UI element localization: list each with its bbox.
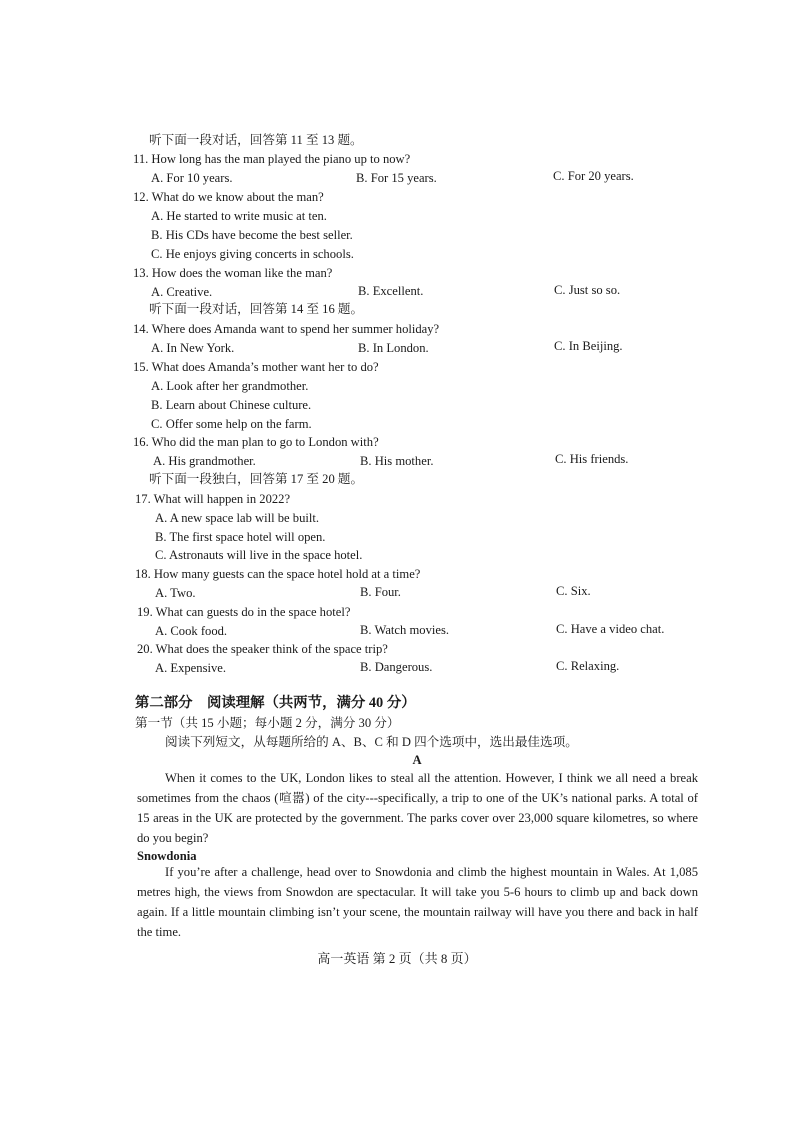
question: 20. What does the speaker think of the space trip? — [137, 642, 388, 656]
option-b: B. For 15 years. — [356, 171, 437, 185]
passage-label: A — [412, 753, 422, 767]
option-c: C. Have a video chat. — [556, 622, 665, 636]
option-c: C. His friends. — [555, 452, 629, 466]
question: 12. What do we know about the man? — [133, 190, 324, 204]
question: 11. How long has the man played the piano up to now? — [133, 152, 411, 166]
option-b: B. His mother. — [360, 454, 434, 468]
instructions: 阅读下列短文，从每题所给的 A、B、C 和 D 四个选项中，选出最佳选项。 — [165, 735, 578, 749]
option-a: A. For 10 years. — [151, 171, 233, 185]
question: 16. Who did the man plan to go to London with? — [133, 435, 379, 449]
option-c: C. In Beijing. — [554, 339, 623, 353]
page-footer: 高一英语 第 2 页（共 8 页） — [317, 951, 477, 966]
option-b: B. The first space hotel will open. — [155, 530, 326, 544]
option-a: A. Expensive. — [155, 661, 226, 675]
question: 13. How does the woman like the man? — [133, 266, 333, 280]
passage-subheading: Snowdonia — [137, 849, 197, 863]
option-a: A. Two. — [155, 586, 196, 600]
option-a: A. In New York. — [151, 341, 235, 355]
question: 18. How many guests can the space hotel hold at a time? — [135, 567, 421, 581]
option-a: A. A new space lab will be built. — [155, 511, 320, 525]
group-intro: 听下面一段对话，回答第 14 至 16 题。 — [149, 302, 364, 316]
option-a: A. Creative. — [151, 285, 213, 299]
question: 14. Where does Amanda want to spend her summer holiday? — [133, 322, 440, 336]
option-c: C. He enjoys giving concerts in schools. — [151, 247, 354, 261]
option-a: A. He started to write music at ten. — [151, 209, 327, 223]
option-b: B. Learn about Chinese culture. — [151, 398, 312, 412]
question: 17. What will happen in 2022? — [135, 492, 291, 506]
option-b: B. Dangerous. — [360, 660, 433, 674]
paragraph-text: If you’re after a challenge, head over to Snowdonia and climb the highest mountain in Wales. At 1,085 metres high, the views from Snowdon are spectacular. It will take you 5-6 hours to climb up and back down again. If a little mountain climbing isn’t your scene, the mountain railway will have you there and back in half the time. — [137, 865, 698, 939]
option-c: C. For 20 years. — [553, 169, 634, 183]
option-a: A. His grandmother. — [153, 454, 256, 468]
option-c: C. Just so so. — [554, 283, 621, 297]
option-a: A. Cook food. — [155, 624, 228, 638]
paragraph-text: When it comes to the UK, London likes to steal all the attention. However, I think we all need a break sometimes from the chaos (喧嚣) of the city---specifically, a trip to one of the UK’s national parks. A total of 15 areas in the UK are protected by the government. The parks cover over 23,000 square kilometres, so where do you begin? — [137, 771, 698, 845]
option-c: C. Relaxing. — [556, 659, 620, 673]
option-c: C. Offer some help on the farm. — [151, 417, 312, 431]
question: 15. What does Amanda’s mother want her to do? — [133, 360, 379, 374]
passage-paragraph — [137, 862, 698, 942]
option-b: B. Watch movies. — [360, 623, 449, 637]
group-intro: 听下面一段对话，回答第 11 至 13 题。 — [149, 133, 363, 147]
group-intro: 听下面一段独白，回答第 17 至 20 题。 — [149, 472, 364, 486]
question: 19. What can guests do in the space hotel? — [137, 605, 351, 619]
option-b: B. In London. — [358, 341, 429, 355]
option-c: C. Six. — [556, 584, 591, 598]
passage-paragraph — [137, 768, 698, 848]
option-b: B. His CDs have become the best seller. — [151, 228, 353, 242]
section-title: 第一节（共 15 小题；每小题 2 分，满分 30 分） — [135, 716, 400, 730]
option-b: B. Four. — [360, 585, 401, 599]
option-a: A. Look after her grandmother. — [151, 379, 309, 393]
option-c: C. Astronauts will live in the space hotel. — [155, 548, 363, 562]
part-title: 第二部分 阅读理解（共两节，满分 40 分） — [135, 695, 416, 711]
option-b: B. Excellent. — [358, 284, 424, 298]
